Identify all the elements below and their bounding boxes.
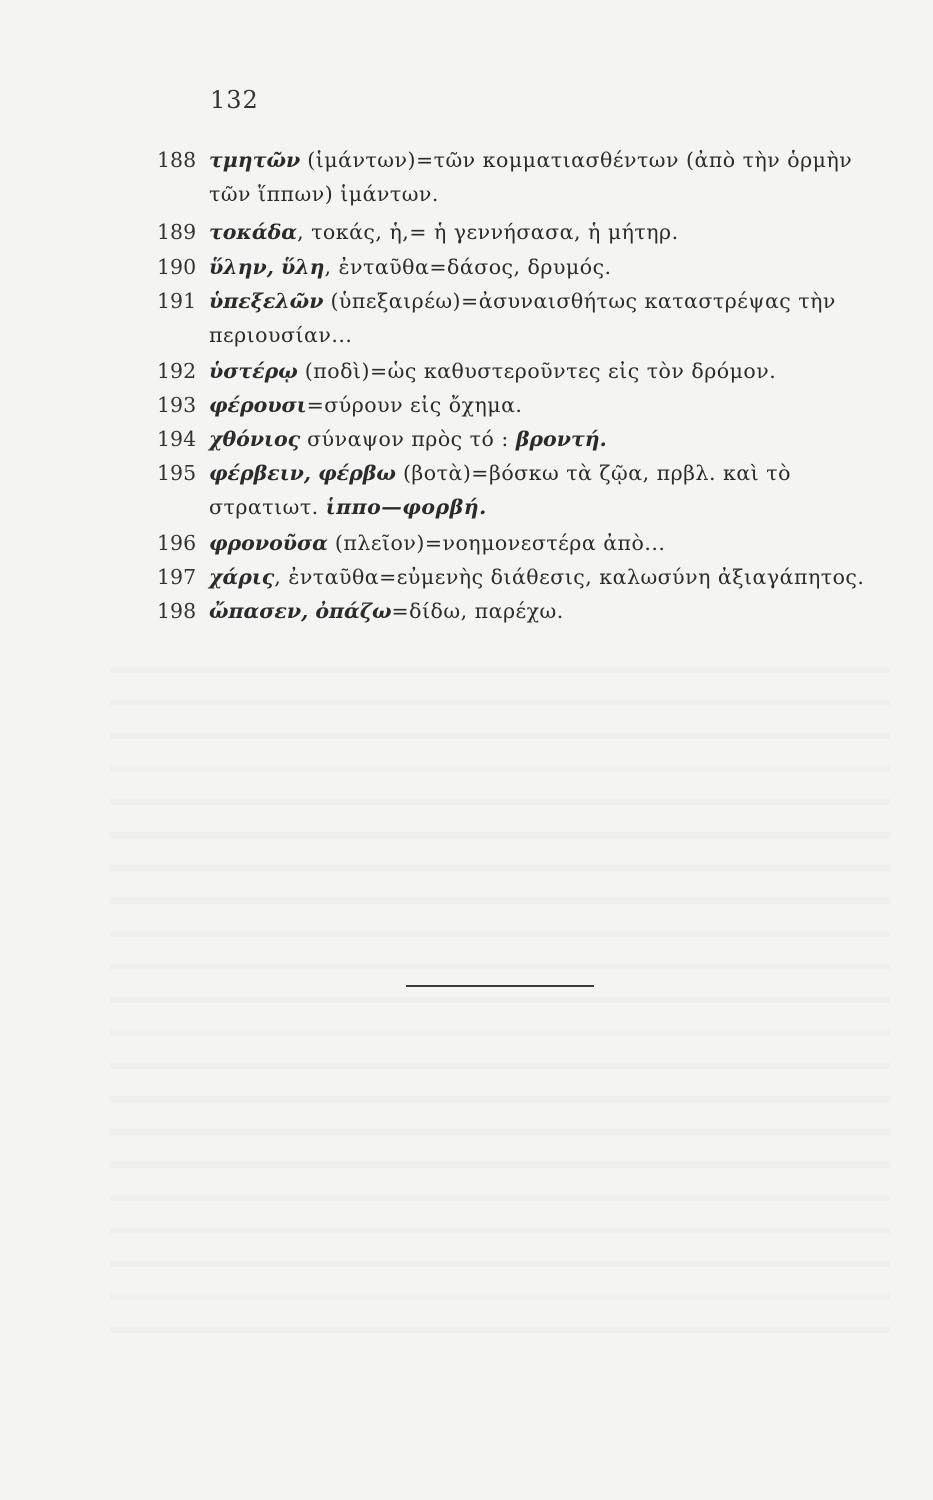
glossary-entry	[157, 361, 776, 382]
entry-gloss: (ὑπεξαιρέω)=ἀσυναισθήτως καταστρέψας τὴν	[323, 289, 836, 313]
glossary-entry	[157, 429, 607, 450]
entry-headword: τοκάδα	[209, 220, 298, 244]
entry-headword: ὑπεξελῶν	[209, 289, 324, 313]
entry-number: 188	[157, 148, 197, 172]
entry-headword: φρονοῦσα	[209, 531, 328, 555]
entry-number: 189	[157, 220, 197, 244]
entry-gloss: (ἱμάντων)=τῶν κομματιασθέντων (ἀπὸ τὴν ὁρμὴν	[300, 148, 853, 172]
entry-gloss-italic: βροντή.	[515, 427, 607, 451]
entry-gloss: σύναψον πρὸς τό :	[300, 427, 516, 451]
section-divider-rule	[406, 985, 594, 987]
entry-continuation: περιουσίαν...	[209, 323, 353, 347]
entry-gloss: , τοκάς, ἡ,= ἡ γεννήσασα, ἡ μήτηρ.	[297, 220, 679, 244]
glossary-entry	[157, 291, 836, 312]
entry-number: 195	[157, 461, 197, 485]
entry-number: 192	[157, 359, 197, 383]
glossary-entry	[157, 257, 612, 278]
entry-gloss: , ἐνταῦθα=εὐμενὴς διάθεσις, καλωσύνη ἀξιαγάπητος.	[274, 565, 865, 589]
entry-number: 198	[157, 599, 197, 623]
glossary-entry	[157, 222, 679, 243]
entry-headword: ὤπασεν, ὀπάζω	[209, 599, 392, 623]
glossary-entry	[157, 463, 791, 484]
entry-gloss: (πλεῖον)=νοημονεστέρα ἀπὸ...	[327, 531, 666, 555]
entry-number: 197	[157, 565, 197, 589]
entry-gloss: =σύρουν εἰς ὄχημα.	[306, 393, 523, 417]
entry-headword: φέρβειν, φέρβω	[209, 461, 396, 485]
entry-headword: χάρις	[209, 565, 275, 589]
glossary-entry	[157, 567, 864, 588]
entry-headword: φέρουσι	[209, 393, 307, 417]
entry-headword: χθόνιος	[209, 427, 301, 451]
entry-number: 191	[157, 289, 197, 313]
entry-continuation: τῶν ἵππων) ἱμάντων.	[209, 182, 439, 206]
entry-number: 190	[157, 255, 197, 279]
entry-headword: ὑστέρῳ	[209, 359, 298, 383]
entry-continuation-italic: ἱππο—φορβή.	[325, 495, 487, 519]
entry-gloss: (βοτὰ)=βόσκω τὰ ζῷα, πρβλ. καὶ τὸ	[395, 461, 791, 485]
entry-headword: ὕλην, ὕλη	[209, 255, 325, 279]
entry-gloss: (ποδὶ)=ὡς καθυστεροῦντες εἰς τὸν δρόμον.	[297, 359, 777, 383]
entry-continuation-line	[209, 497, 487, 518]
entry-continuation: στρατιωτ.	[209, 495, 326, 519]
entry-gloss: =δίδω, παρέχω.	[391, 599, 564, 623]
glossary-entry	[157, 395, 522, 416]
glossary-entry	[157, 601, 564, 622]
entry-headword: τμητῶν	[209, 148, 301, 172]
glossary-entry	[157, 533, 665, 554]
page-number: 132	[210, 86, 259, 114]
entry-gloss: , ἐνταῦθα=δάσος, δρυμός.	[324, 255, 612, 279]
entry-number: 194	[157, 427, 197, 451]
entry-number: 193	[157, 393, 197, 417]
glossary-entry	[157, 150, 852, 171]
entry-number: 196	[157, 531, 197, 555]
show-through-background	[110, 640, 890, 1340]
